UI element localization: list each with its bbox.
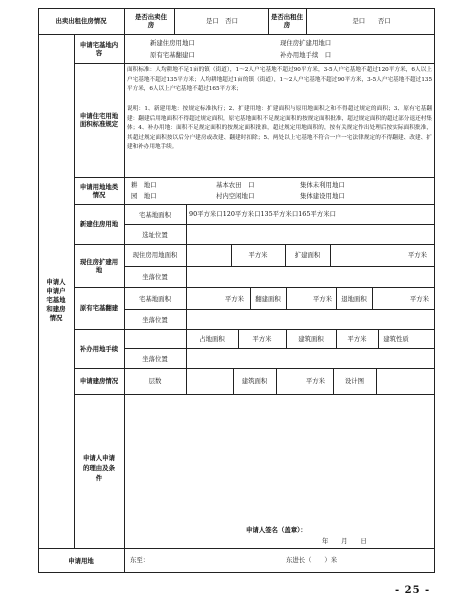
signature-label: 申请人签名（盖章）： [246, 526, 307, 534]
land-type-unused[interactable]: 集体未利用地口 [300, 181, 345, 189]
sold-housing-label: 是否出卖住房 [135, 13, 167, 29]
expand-area-label: 扩建面积 [294, 251, 321, 259]
site-location-label: 选址位置 [142, 231, 168, 239]
return-area-unit: 平方米 [409, 294, 429, 303]
rebuild-land-area-unit: 平方米 [224, 294, 244, 303]
build-area-unit: 平方米 [305, 377, 325, 385]
col-divider [186, 368, 187, 394]
row-divider [74, 177, 435, 178]
col-divider [124, 8, 125, 573]
standard-notes: 说明：1、新建用地：按规定标准执行；2、扩建用地：扩建面积与原用地面积之和不得超过规定的面积；3、原有宅基翻建：翻建后用地面积不得超过规定面积，原宅基地面积不足规定面积的按规定面积批准，超过规定面积的超过部分退还村集体；4、补办用地：面积不足规定面积的按规定面积批准，超过规定用地面积的，按有关规定作出处理后按实际面积批准，其超过规定面积按以后分户建房或改建、翻建时扣除；5、两处以上宅基地不符合一户一宅法律规定的不得翻建、改建、扩建和补办用地手续。 [127, 106, 432, 151]
row-divider [38, 34, 435, 35]
col-divider [306, 8, 307, 34]
rebuild-location-field[interactable] [189, 310, 433, 329]
expand-location-label: 坐落位置 [142, 273, 168, 281]
rebuild-location-label: 坐落位置 [142, 315, 168, 324]
rebuild-land-area-label: 宅基地面积 [139, 294, 171, 303]
building-nature-label: 建筑性质 [383, 335, 409, 343]
occupied-area-unit: 平方米 [252, 335, 272, 343]
current-area-label: 现住房用地面积 [132, 251, 178, 259]
option-new-housing[interactable]: 新建住房用地口 [150, 39, 195, 47]
applicant-side-label: 申请人申请户宅基地和建房情况 [46, 277, 66, 322]
land-type-basic-farmland[interactable]: 基本农田 口 [216, 181, 255, 189]
current-area-field[interactable] [186, 245, 231, 265]
land-type-garden[interactable]: 园 地口 [131, 192, 157, 200]
rent-housing-label: 是否出租住房 [271, 13, 303, 29]
row-divider [74, 63, 435, 64]
row-divider [124, 224, 435, 225]
floors-label: 层数 [148, 377, 162, 385]
expand-location-field[interactable] [189, 267, 433, 287]
reason-field[interactable] [126, 396, 434, 516]
land-type-construction[interactable]: 集体建设用地口 [300, 192, 345, 200]
build-info-label: 申请建房情况 [79, 377, 119, 385]
option-expand-housing[interactable]: 现住房扩建用地口 [280, 39, 332, 47]
supplement-location-label: 坐落位置 [142, 354, 168, 363]
sale-rent-label: 出卖出租住房情况 [55, 17, 107, 25]
sold-housing-options[interactable]: 是口 否口 [206, 17, 238, 25]
rebuild-label: 原有宅基翻建 [79, 304, 119, 312]
rebuild-area-label: 翻建面积 [255, 294, 281, 303]
east-length-label: 东进长（ ）米 [286, 556, 338, 564]
occupied-area-label: 占地面积 [199, 335, 225, 343]
land-area-label: 宅基地面积 [139, 211, 171, 219]
col-divider [174, 8, 175, 34]
supplement-location-field[interactable] [189, 349, 433, 368]
expand-label: 现住房扩建用地 [79, 258, 119, 274]
building-area-unit: 平方米 [347, 335, 367, 343]
row-divider [74, 394, 435, 395]
land-type-farmland[interactable]: 耕 地口 [131, 181, 157, 189]
design-label: 设计图 [344, 377, 365, 385]
reason-label: 申请人申请的理由及条件 [83, 454, 115, 482]
supplement-label: 补办用地手续 [79, 345, 119, 353]
col-divider [268, 8, 269, 34]
current-area-unit: 平方米 [248, 251, 268, 259]
signature-date: 年 月 日 [322, 537, 367, 545]
rebuild-area-unit: 平方米 [312, 294, 332, 303]
rent-housing-options[interactable]: 是口 否口 [352, 17, 391, 25]
col-divider [376, 368, 377, 394]
east-boundary-label: 东至： [130, 556, 150, 564]
expand-area-unit: 平方米 [407, 251, 427, 259]
standard-label: 申请住宅用地面积标准规定 [79, 112, 119, 128]
option-rebuild[interactable]: 原有宅基翻建口 [150, 51, 195, 59]
land-area-options[interactable]: 90平方米口120平方米口135平方米口165平方米口 [189, 210, 336, 218]
col-divider [74, 34, 75, 548]
new-housing-label: 新建住房用地 [79, 220, 119, 228]
footer-label: 申请用地 [68, 556, 94, 565]
building-area-label: 建筑面积 [298, 335, 324, 343]
standard-text: 面积标准：人均耕地不足1亩的镇（街道），1～2人户宅基地不超过90平方米，3-5人户宅基地不超过120平方米，6人以上户宅基地不超过135平方米；人均耕地超过1亩的镇（街道），1～2人户宅基地不超过90平方米，3-5人户宅基地不超过135平方米，6人以上户宅基地不超过165平方米； [127, 67, 432, 93]
land-type-vacant[interactable]: 村内空闲地口 [216, 192, 255, 200]
return-area-label: 退地面积 [341, 294, 367, 303]
land-type-label: 申请用地地类情况 [79, 183, 119, 199]
site-location-field[interactable] [189, 226, 433, 244]
option-supplement[interactable]: 补办用地手续 口 [280, 51, 332, 59]
apply-content-label: 申请宅基地内容 [79, 41, 119, 57]
page-number: - 25 - [395, 585, 431, 596]
row-divider [74, 204, 435, 205]
build-area-label: 建筑面积 [241, 377, 268, 385]
